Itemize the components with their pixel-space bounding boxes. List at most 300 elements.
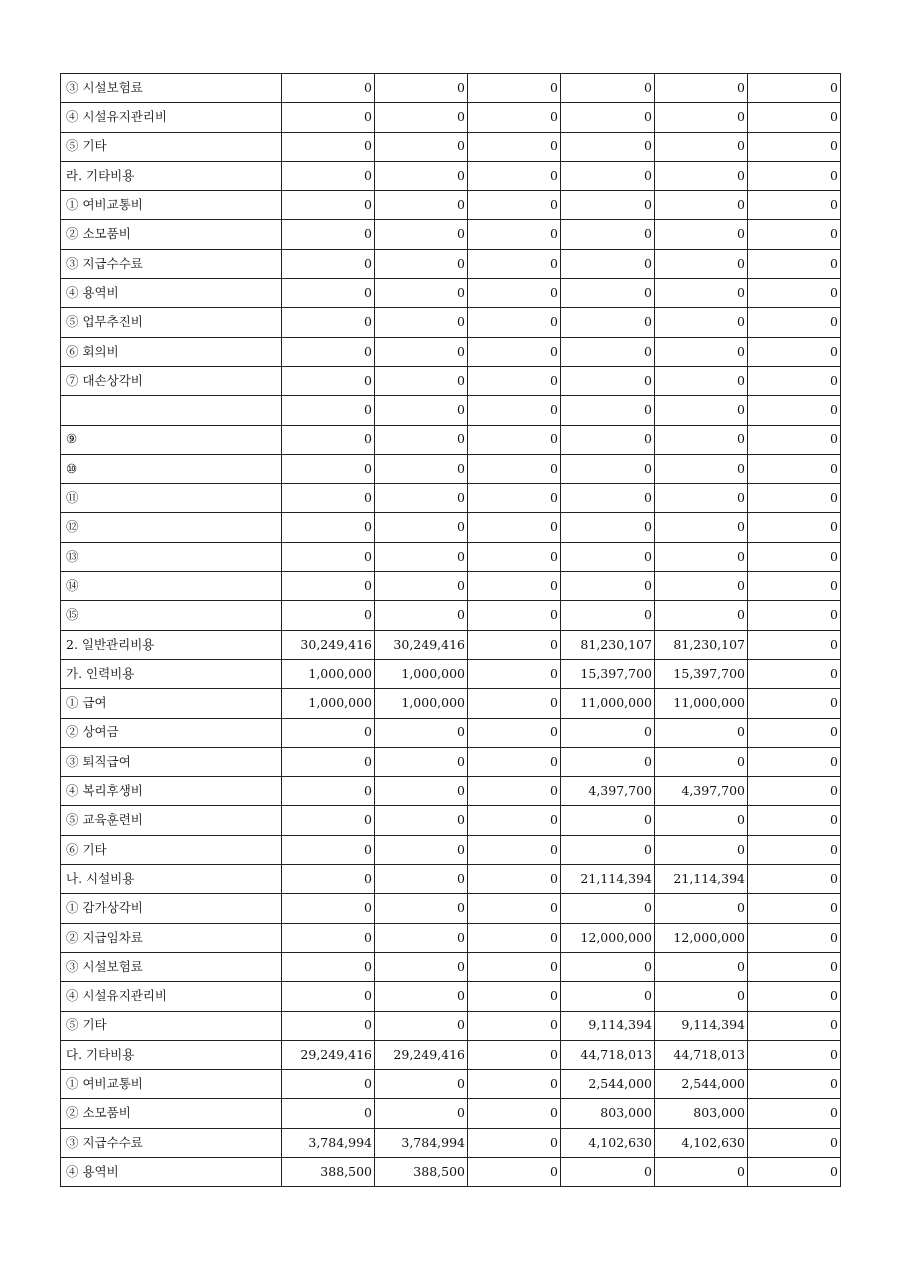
amount-cell: 0: [655, 454, 748, 483]
amount-cell: 0: [282, 747, 375, 776]
amount-cell: 0: [748, 894, 841, 923]
amount-cell: 1,000,000: [375, 659, 468, 688]
amount-cell: 0: [748, 1128, 841, 1157]
table-row: [61, 425, 841, 454]
table-row: [61, 308, 841, 337]
amount-cell: 0: [468, 982, 561, 1011]
row-label: ③ 퇴직급여: [61, 747, 282, 776]
amount-cell: 29,249,416: [375, 1040, 468, 1069]
table-row: [61, 835, 841, 864]
amount-cell: 0: [655, 806, 748, 835]
amount-cell: 4,102,630: [561, 1128, 655, 1157]
amount-cell: 0: [748, 718, 841, 747]
amount-cell: 0: [282, 425, 375, 454]
amount-cell: 4,397,700: [561, 777, 655, 806]
row-label: ② 소모품비: [61, 220, 282, 249]
amount-cell: 0: [282, 835, 375, 864]
amount-cell: 0: [748, 279, 841, 308]
amount-cell: 0: [748, 513, 841, 542]
row-label: ⑥ 회의비: [61, 337, 282, 366]
amount-cell: 0: [468, 630, 561, 659]
amount-cell: 1,000,000: [375, 689, 468, 718]
amount-cell: 0: [375, 747, 468, 776]
amount-cell: 0: [375, 777, 468, 806]
amount-cell: 0: [748, 952, 841, 981]
amount-cell: 0: [748, 308, 841, 337]
amount-cell: 0: [748, 835, 841, 864]
amount-cell: 0: [375, 982, 468, 1011]
table-row: [61, 1157, 841, 1186]
amount-cell: 0: [748, 1099, 841, 1128]
amount-cell: 0: [375, 191, 468, 220]
amount-cell: 0: [282, 337, 375, 366]
amount-cell: 0: [561, 982, 655, 1011]
row-label: ④ 시설유지관리비: [61, 103, 282, 132]
row-label: 나. 시설비용: [61, 865, 282, 894]
amount-cell: 0: [468, 659, 561, 688]
amount-cell: 0: [282, 74, 375, 103]
amount-cell: 3,784,994: [375, 1128, 468, 1157]
amount-cell: 0: [748, 777, 841, 806]
amount-cell: 0: [282, 220, 375, 249]
amount-cell: 0: [655, 835, 748, 864]
amount-cell: 0: [468, 865, 561, 894]
amount-cell: 0: [561, 396, 655, 425]
amount-cell: 0: [375, 103, 468, 132]
amount-cell: 11,000,000: [655, 689, 748, 718]
table-row: [61, 542, 841, 571]
amount-cell: 0: [655, 161, 748, 190]
amount-cell: 12,000,000: [561, 923, 655, 952]
amount-cell: 0: [561, 366, 655, 395]
table-row: [61, 191, 841, 220]
table-row: [61, 718, 841, 747]
amount-cell: 0: [282, 1070, 375, 1099]
row-label: ⑪: [61, 484, 282, 513]
row-label: ⑤ 기타: [61, 1011, 282, 1040]
amount-cell: 0: [748, 747, 841, 776]
amount-cell: 803,000: [655, 1099, 748, 1128]
amount-cell: 0: [748, 865, 841, 894]
amount-cell: 0: [561, 1157, 655, 1186]
table-row: [61, 923, 841, 952]
amount-cell: 2,544,000: [655, 1070, 748, 1099]
amount-cell: 0: [748, 630, 841, 659]
table-row: [61, 1011, 841, 1040]
amount-cell: 12,000,000: [655, 923, 748, 952]
amount-cell: 21,114,394: [655, 865, 748, 894]
amount-cell: 0: [655, 366, 748, 395]
amount-cell: 0: [468, 103, 561, 132]
amount-cell: 1,000,000: [282, 689, 375, 718]
amount-cell: 29,249,416: [282, 1040, 375, 1069]
amount-cell: 0: [375, 718, 468, 747]
table-row: [61, 572, 841, 601]
amount-cell: 0: [655, 396, 748, 425]
amount-cell: 0: [375, 425, 468, 454]
amount-cell: 0: [375, 513, 468, 542]
amount-cell: 0: [655, 952, 748, 981]
amount-cell: 81,230,107: [655, 630, 748, 659]
amount-cell: 21,114,394: [561, 865, 655, 894]
amount-cell: 0: [468, 1070, 561, 1099]
row-label: ② 상여금: [61, 718, 282, 747]
expense-table-body: [61, 74, 841, 1187]
amount-cell: 0: [468, 396, 561, 425]
amount-cell: 0: [748, 191, 841, 220]
amount-cell: 0: [468, 1157, 561, 1186]
amount-cell: 0: [375, 601, 468, 630]
amount-cell: 0: [282, 454, 375, 483]
amount-cell: 0: [561, 132, 655, 161]
amount-cell: 0: [375, 923, 468, 952]
amount-cell: 0: [655, 1157, 748, 1186]
amount-cell: 0: [748, 337, 841, 366]
amount-cell: 0: [468, 366, 561, 395]
amount-cell: 0: [655, 337, 748, 366]
amount-cell: 15,397,700: [655, 659, 748, 688]
amount-cell: 0: [282, 718, 375, 747]
amount-cell: 0: [655, 982, 748, 1011]
row-label: 다. 기타비용: [61, 1040, 282, 1069]
amount-cell: 0: [748, 923, 841, 952]
amount-cell: 0: [561, 806, 655, 835]
amount-cell: 0: [375, 572, 468, 601]
amount-cell: 0: [282, 161, 375, 190]
table-row: [61, 249, 841, 278]
table-row: [61, 777, 841, 806]
amount-cell: 0: [561, 835, 655, 864]
amount-cell: 0: [468, 689, 561, 718]
amount-cell: 0: [468, 308, 561, 337]
amount-cell: 0: [748, 1157, 841, 1186]
amount-cell: 0: [561, 161, 655, 190]
amount-cell: 0: [375, 308, 468, 337]
amount-cell: 0: [282, 308, 375, 337]
amount-cell: 803,000: [561, 1099, 655, 1128]
row-label: ③ 지급수수료: [61, 1128, 282, 1157]
amount-cell: 0: [748, 454, 841, 483]
table-row: [61, 1040, 841, 1069]
amount-cell: 0: [561, 894, 655, 923]
amount-cell: 0: [468, 249, 561, 278]
amount-cell: 0: [561, 484, 655, 513]
amount-cell: 0: [282, 865, 375, 894]
amount-cell: 0: [375, 1099, 468, 1128]
table-row: [61, 689, 841, 718]
amount-cell: 0: [282, 1011, 375, 1040]
amount-cell: 0: [748, 601, 841, 630]
amount-cell: 0: [468, 718, 561, 747]
row-label: ⑨: [61, 425, 282, 454]
amount-cell: 0: [655, 308, 748, 337]
amount-cell: 0: [748, 484, 841, 513]
amount-cell: 0: [655, 542, 748, 571]
row-label: ③ 시설보험료: [61, 74, 282, 103]
amount-cell: 0: [748, 542, 841, 571]
amount-cell: 0: [282, 952, 375, 981]
row-label: [61, 396, 282, 425]
row-label: ⑭: [61, 572, 282, 601]
amount-cell: 0: [375, 894, 468, 923]
amount-cell: 0: [375, 1070, 468, 1099]
row-label: ① 감가상각비: [61, 894, 282, 923]
amount-cell: 0: [561, 454, 655, 483]
amount-cell: 0: [748, 366, 841, 395]
amount-cell: 0: [655, 103, 748, 132]
amount-cell: 0: [655, 220, 748, 249]
amount-cell: 0: [748, 659, 841, 688]
amount-cell: 4,102,630: [655, 1128, 748, 1157]
amount-cell: 0: [655, 572, 748, 601]
amount-cell: 0: [375, 835, 468, 864]
amount-cell: 0: [561, 952, 655, 981]
amount-cell: 0: [748, 806, 841, 835]
table-row: [61, 337, 841, 366]
table-row: [61, 865, 841, 894]
amount-cell: 0: [375, 220, 468, 249]
table-row: [61, 601, 841, 630]
amount-cell: 0: [748, 132, 841, 161]
amount-cell: 3,784,994: [282, 1128, 375, 1157]
amount-cell: 0: [282, 191, 375, 220]
amount-cell: 0: [561, 74, 655, 103]
amount-cell: 388,500: [282, 1157, 375, 1186]
table-row: [61, 659, 841, 688]
amount-cell: 9,114,394: [655, 1011, 748, 1040]
amount-cell: 0: [561, 572, 655, 601]
table-row: [61, 747, 841, 776]
amount-cell: 0: [468, 425, 561, 454]
amount-cell: 0: [655, 132, 748, 161]
table-row: [61, 279, 841, 308]
row-label: ⑤ 업무추진비: [61, 308, 282, 337]
amount-cell: 0: [282, 572, 375, 601]
amount-cell: 0: [748, 1070, 841, 1099]
amount-cell: 0: [748, 249, 841, 278]
amount-cell: 44,718,013: [655, 1040, 748, 1069]
amount-cell: 0: [561, 220, 655, 249]
amount-cell: 30,249,416: [282, 630, 375, 659]
amount-cell: 0: [282, 894, 375, 923]
amount-cell: 0: [375, 806, 468, 835]
amount-cell: 0: [561, 103, 655, 132]
amount-cell: 0: [561, 191, 655, 220]
amount-cell: 0: [655, 718, 748, 747]
amount-cell: 0: [748, 689, 841, 718]
amount-cell: 0: [655, 484, 748, 513]
table-row: [61, 161, 841, 190]
amount-cell: 0: [561, 279, 655, 308]
amount-cell: 0: [655, 249, 748, 278]
amount-cell: 0: [655, 747, 748, 776]
row-label: 가. 인력비용: [61, 659, 282, 688]
amount-cell: 0: [282, 1099, 375, 1128]
amount-cell: 0: [655, 513, 748, 542]
row-label: ① 여비교통비: [61, 1070, 282, 1099]
table-row: [61, 1099, 841, 1128]
row-label: ④ 용역비: [61, 279, 282, 308]
amount-cell: 0: [468, 1099, 561, 1128]
amount-cell: 30,249,416: [375, 630, 468, 659]
row-label: ⑦ 대손상각비: [61, 366, 282, 395]
amount-cell: 0: [375, 484, 468, 513]
amount-cell: 0: [468, 1128, 561, 1157]
amount-cell: 0: [561, 601, 655, 630]
amount-cell: 0: [375, 132, 468, 161]
amount-cell: 0: [375, 454, 468, 483]
amount-cell: 0: [282, 542, 375, 571]
row-label: ② 지급임차료: [61, 923, 282, 952]
amount-cell: 0: [282, 132, 375, 161]
amount-cell: 0: [468, 747, 561, 776]
row-label: ④ 시설유지관리비: [61, 982, 282, 1011]
amount-cell: 0: [375, 366, 468, 395]
amount-cell: 0: [282, 366, 375, 395]
table-row: [61, 132, 841, 161]
table-row: [61, 454, 841, 483]
amount-cell: 0: [375, 337, 468, 366]
amount-cell: 0: [468, 132, 561, 161]
row-label: ① 여비교통비: [61, 191, 282, 220]
expense-table: [60, 73, 841, 1187]
amount-cell: 0: [282, 923, 375, 952]
amount-cell: 0: [468, 191, 561, 220]
amount-cell: 0: [282, 777, 375, 806]
amount-cell: 0: [375, 542, 468, 571]
amount-cell: 0: [468, 220, 561, 249]
amount-cell: 0: [561, 542, 655, 571]
amount-cell: 0: [561, 513, 655, 542]
amount-cell: 81,230,107: [561, 630, 655, 659]
amount-cell: 0: [468, 542, 561, 571]
amount-cell: 0: [282, 982, 375, 1011]
table-row: [61, 982, 841, 1011]
row-label: ① 급여: [61, 689, 282, 718]
amount-cell: 0: [748, 982, 841, 1011]
row-label: ⑬: [61, 542, 282, 571]
table-row: [61, 366, 841, 395]
amount-cell: 0: [375, 396, 468, 425]
row-label: ⑤ 교육훈련비: [61, 806, 282, 835]
amount-cell: 0: [748, 103, 841, 132]
row-label: 라. 기타비용: [61, 161, 282, 190]
amount-cell: 15,397,700: [561, 659, 655, 688]
amount-cell: 388,500: [375, 1157, 468, 1186]
amount-cell: 0: [468, 161, 561, 190]
amount-cell: 0: [375, 952, 468, 981]
amount-cell: 0: [468, 894, 561, 923]
row-label: ③ 지급수수료: [61, 249, 282, 278]
table-row: [61, 74, 841, 103]
amount-cell: 9,114,394: [561, 1011, 655, 1040]
amount-cell: 0: [468, 279, 561, 308]
table-row: [61, 806, 841, 835]
amount-cell: 0: [655, 279, 748, 308]
amount-cell: 0: [282, 396, 375, 425]
amount-cell: 11,000,000: [561, 689, 655, 718]
amount-cell: 0: [748, 425, 841, 454]
amount-cell: 0: [468, 74, 561, 103]
amount-cell: 0: [468, 1011, 561, 1040]
amount-cell: 0: [561, 747, 655, 776]
amount-cell: 0: [468, 454, 561, 483]
row-label: ④ 복리후생비: [61, 777, 282, 806]
table-row: [61, 1070, 841, 1099]
row-label: ⑤ 기타: [61, 132, 282, 161]
table-row: [61, 630, 841, 659]
table-row: [61, 396, 841, 425]
amount-cell: 0: [748, 220, 841, 249]
row-label: ⑥ 기타: [61, 835, 282, 864]
amount-cell: 0: [375, 1011, 468, 1040]
amount-cell: 0: [468, 806, 561, 835]
amount-cell: 0: [748, 1011, 841, 1040]
table-row: [61, 952, 841, 981]
table-row: [61, 484, 841, 513]
amount-cell: 0: [561, 337, 655, 366]
row-label: ⑩: [61, 454, 282, 483]
amount-cell: 0: [655, 74, 748, 103]
amount-cell: 0: [748, 74, 841, 103]
amount-cell: 0: [561, 308, 655, 337]
amount-cell: 0: [468, 513, 561, 542]
amount-cell: 0: [748, 396, 841, 425]
amount-cell: 0: [468, 601, 561, 630]
amount-cell: 0: [468, 923, 561, 952]
table-row: [61, 513, 841, 542]
table-row: [61, 1128, 841, 1157]
amount-cell: 0: [468, 1040, 561, 1069]
row-label: ② 소모품비: [61, 1099, 282, 1128]
amount-cell: 0: [282, 513, 375, 542]
amount-cell: 0: [375, 74, 468, 103]
amount-cell: 0: [655, 894, 748, 923]
amount-cell: 0: [748, 572, 841, 601]
amount-cell: 0: [375, 279, 468, 308]
amount-cell: 0: [282, 103, 375, 132]
amount-cell: 0: [468, 337, 561, 366]
amount-cell: 0: [468, 484, 561, 513]
amount-cell: 0: [282, 484, 375, 513]
table-row: [61, 220, 841, 249]
amount-cell: 0: [282, 806, 375, 835]
amount-cell: 0: [561, 718, 655, 747]
amount-cell: 0: [561, 249, 655, 278]
row-label: ⑮: [61, 601, 282, 630]
amount-cell: 0: [561, 425, 655, 454]
amount-cell: 0: [468, 777, 561, 806]
amount-cell: 0: [282, 249, 375, 278]
amount-cell: 0: [468, 952, 561, 981]
row-label: ⑫: [61, 513, 282, 542]
table-row: [61, 894, 841, 923]
table-row: [61, 103, 841, 132]
amount-cell: 0: [748, 1040, 841, 1069]
amount-cell: 4,397,700: [655, 777, 748, 806]
amount-cell: 2,544,000: [561, 1070, 655, 1099]
row-label: ③ 시설보험료: [61, 952, 282, 981]
amount-cell: 0: [655, 601, 748, 630]
amount-cell: 0: [468, 835, 561, 864]
amount-cell: 0: [375, 161, 468, 190]
row-label: 2. 일반관리비용: [61, 630, 282, 659]
amount-cell: 0: [375, 249, 468, 278]
amount-cell: 0: [375, 865, 468, 894]
amount-cell: 44,718,013: [561, 1040, 655, 1069]
amount-cell: 0: [468, 572, 561, 601]
amount-cell: 0: [282, 601, 375, 630]
